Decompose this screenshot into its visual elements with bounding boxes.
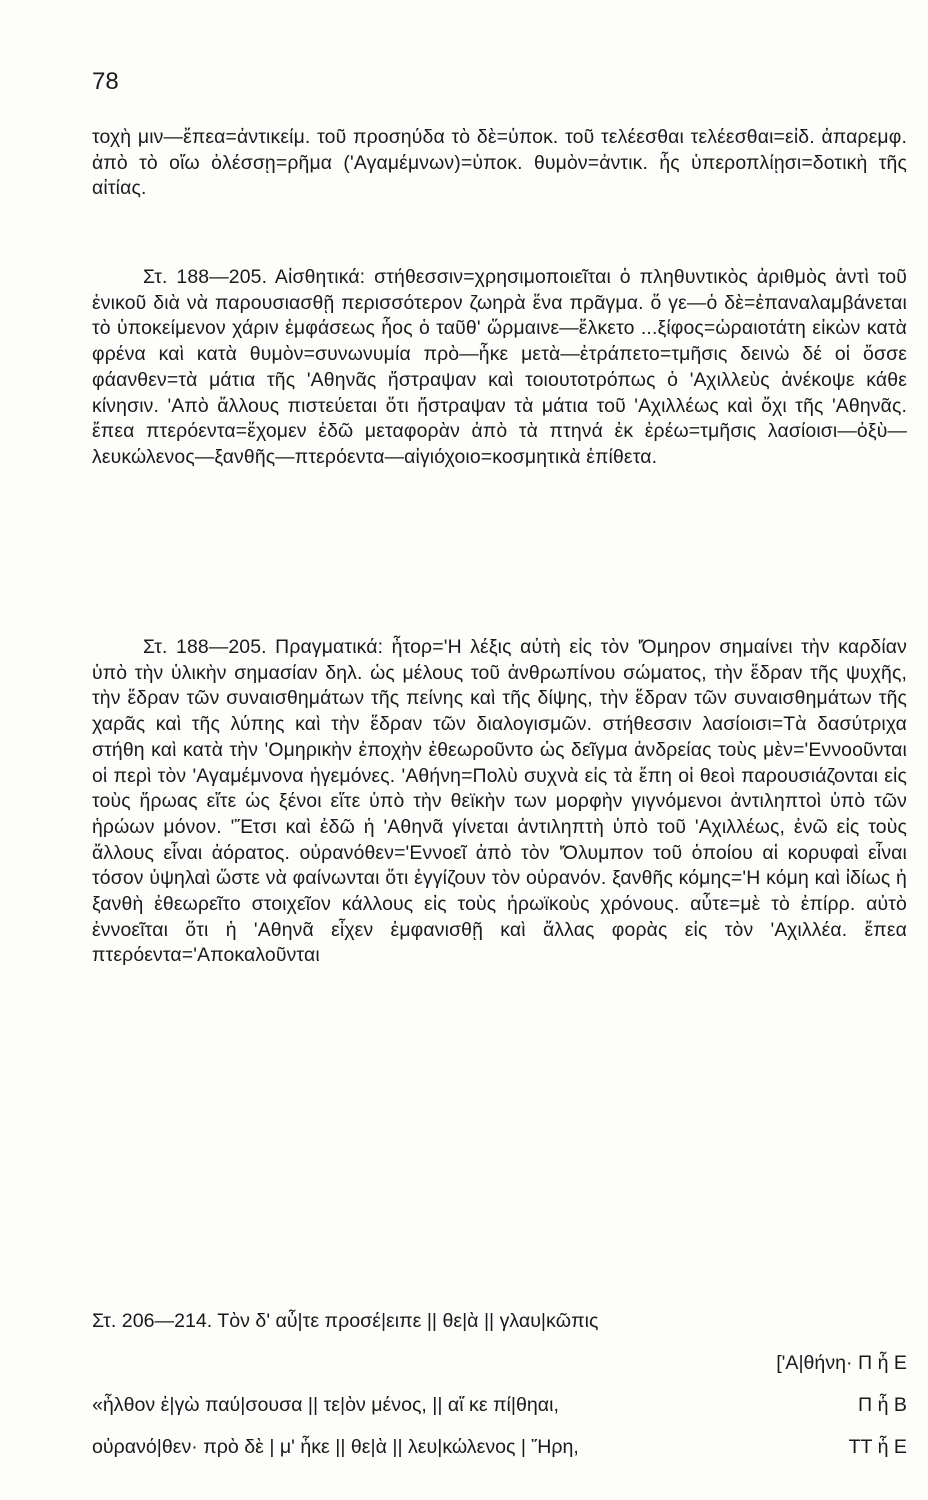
- verse-line: [92, 1436, 907, 1466]
- scansion-code: ΤΤ ἧ Ε: [848, 1436, 907, 1458]
- verse-line: [92, 1352, 907, 1382]
- paragraph-text: Στ. 188—205. Πραγματικά: ἦτορ='Η λέξις αὐτὴ εἰς τὸν 'Όμηρον σημαίνει τὴν καρδίαν ὑπὸ τὴν ὑλικὴν σημασίαν δηλ. ὡς μέλους τοῦ ἀνθρωπίνου σώματος, τὴν ἕδραν τῆς ψυχῆς, τὴν ἕδραν τῶν συναισθημάτων τῆς πείνης καὶ τῆς δίψης, τὴν ἕδραν τῶν συναισθημάτων τῆς χαρᾶς καὶ τῆς λύπης καὶ τὴν ἕδραν τῶν διαλογισμῶν. στήθεσσιν λασίοισι=Τὰ δασύτριχα στήθη καὶ κατὰ τὴν 'Ομηρικὴν ἐποχὴν ἐθεωροῦντο ὡς δεῖγμα ἀνδρείας τοὺς μὲν='Εννοοῦνται οἱ περὶ τὸν 'Αγαμέμνονα ἡγεμόνες. 'Αθήνη=Πολὺ συχνὰ εἰς τὰ ἔπη οἱ θεοὶ παρουσιάζονται εἰς τοὺς ἥρωας εἴτε ὡς ξένοι εἴτε ὑπὸ τὴν θεϊκὴν των μορφὴν γιγνόμενοι ἀντιληπτοὶ ὑπὸ τῶν ἡρώων μόνον. 'Ἔτσι καὶ ἐδῶ ἡ 'Αθηνᾶ γίνεται ἀντιληπτὴ ὑπὸ τοῦ 'Αχιλλέως, ἐνῶ εἰς τοὺς ἄλλους εἶναι ἀόρατος. οὐρανόθεν='Εννοεῖ ἀπὸ τὸν 'Όλυμπον τοῦ ὁποίου αἱ κορυφαὶ εἶναι τόσον ὑψηλαὶ ὥστε νὰ φαίνωνται ὅτι ἐγγίζουν τὸν οὐρανόν. ξανθῆς κόμης='Η κόμη καὶ ἰδίως ἡ ξανθὴ ἐθεωρεῖτο στοιχεῖον κάλλους εἰς τοὺς ἡρωϊκοὺς χρόνους. αὖτε=μὲ τὸ ἐπίρρ. αὐτὸ ἐννοεῖται ὅτι ἡ 'Αθηνᾶ εἶχεν ἐμφανισθῇ καὶ ἄλλας φορὰς εἰς τὸν 'Αχιλλέα. ἔπεα πτερόεντα='Αποκαλοῦνται: [92, 636, 907, 967]
- verse-line: [92, 1310, 907, 1340]
- page-number: 78: [92, 68, 119, 95]
- verse-text: «ἦλθον ἐ|γὼ παύ|σουσα || τε|ὸν μένος, || αἴ κε πί|θηαι,: [92, 1394, 559, 1416]
- verse-text: οὐρανό|θεν· πρὸ δὲ | μ' ἧκε || θε|ὰ || λευ|κώλενος | Ἥρη,: [92, 1436, 579, 1458]
- commentary-paragraph-factual: [92, 635, 907, 969]
- scansion-code: Π ἧ Β: [857, 1394, 907, 1416]
- verse-line: [92, 1394, 907, 1424]
- verse-text: Στ. 206—214. Τὸν δ' αὖ|τε προσέ|ειπε || θε|ὰ || γλαυ|κῶπις: [92, 1310, 599, 1332]
- commentary-paragraph: [92, 125, 907, 202]
- scansion-code: ['Α|θήνη· Π ἧ Ε: [776, 1352, 907, 1374]
- commentary-paragraph-aesthetic: [92, 265, 907, 471]
- paragraph-text: τοχὴ μιν—ἔπεα=ἀντικείμ. τοῦ προσηύδα τὸ δὲ=ὑποκ. τοῦ τελέεσθαι τελέεσθαι=εἰδ. ἀπαρεμφ. ἀπὸ τὸ οἴω ὀλέσσῃ=ρῆμα ('Αγαμέμνων)=ὑποκ. θυμὸν=ἀντικ. ἧς ὑπεροπλίῃσι=δοτικὴ τῆς αἰτίας.: [92, 126, 907, 200]
- paragraph-text: Στ. 188—205. Αἰσθητικά: στήθεσσιν=χρησιμοποιεῖται ὁ πληθυντικὸς ἀριθμὸς ἀντὶ τοῦ ἑνικοῦ διὰ νὰ παρουσιασθῇ περισσότερον ζωηρὰ ἕνα πρᾶγμα. ὅ γε—ὁ δὲ=ἐπαναλαμβάνεται τὸ ὑποκείμενον χάριν ἐμφάσεως ἧος ὁ ταῦθ' ὥρμαινε—ἕλκετο ...ξίφος=ὡραιοτάτη εἰκὼν κατὰ φρένα καὶ κατὰ θυμὸν=συνωνυμία πρὸ—ἧκε μετὰ—ἐτράπετο=τμῆσις δεινὼ δέ οἱ ὄσσε φάανθεν=τὰ μάτια τῆς 'Αθηνᾶς ἤστραψαν καὶ τοιουτοτρόπως ὁ 'Αχιλλεὺς ἀνέκοψε κάθε κίνησιν. 'Απὸ ἄλλους πιστεύεται ὅτι ἤστραψαν τὰ μάτια τοῦ 'Αχιλλέως καὶ ὄχι τῆς 'Αθηνᾶς. ἔπεα πτερόεντα=ἔχομεν ἐδῶ μεταφορὰν ἀπὸ τὰ πτηνά ἐκ ἐρέω=τμῆσις λασίοισι—ὀξὺ—λευκώλενος—ξανθῆς—πτερόεντα—αἰγιόχοιο=κοσμητικὰ ἐπίθετα.: [92, 266, 907, 468]
